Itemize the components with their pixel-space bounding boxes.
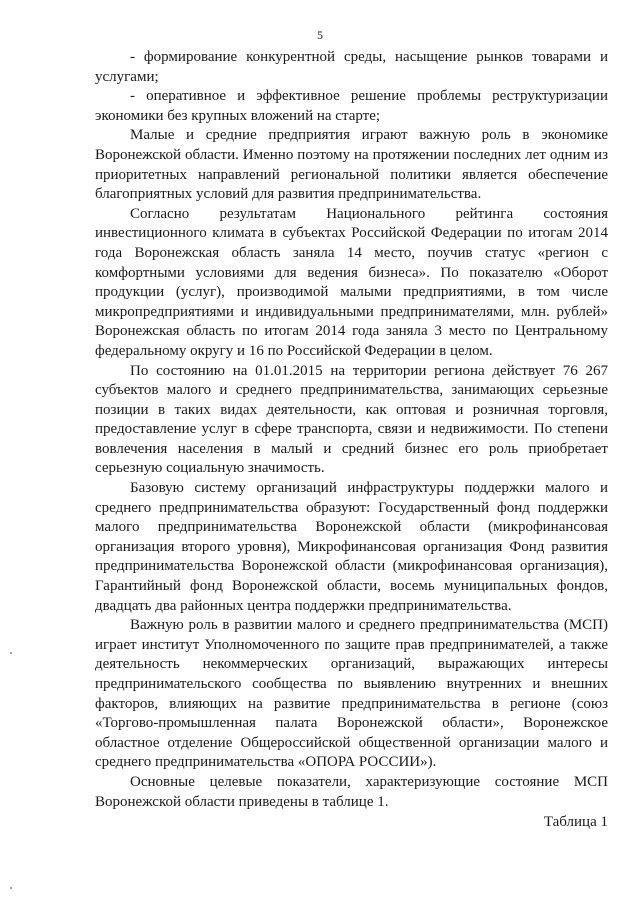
- scan-speck: [10, 652, 12, 654]
- paragraph-bullet-restructuring: - оперативное и эффективное решение проблемы реструктуризации экономики без крупных вложений на старте;: [95, 88, 608, 124]
- paragraph-sme-role: Малые и средние предприятия играют важную роль в экономике Воронежской области. Именно поэтому на протяжении последних лет одним из приоритетных направлений региональной политики является обеспечение благоприятных условий для развития предпринимательства.: [95, 127, 608, 203]
- page-number: 5: [317, 28, 323, 42]
- scan-speck: [10, 887, 12, 889]
- paragraph-indicators: Основные целевые показатели, характеризующие состояние МСП Воронежской области приведены в таблице 1.: [95, 773, 608, 810]
- paragraph-rating: Согласно результатам Национального рейтинга состояния инвестиционного климата в субъектах Российской Федерации по итогам 2014 года Воронежская область заняла 14 место, поучив статус «регион с комфортными условиями для ведения бизнеса». По показателю «Оборот продукции (услуг), производимой малыми предприятиями, в том числе микропредприятиями и индивидуальными предпринимателями, млн. рублей» Воронежская область по итогам 2014 года заняла 3 место по Центральному федеральному округу и 16 по Российской Федерации в целом.: [95, 205, 608, 359]
- table-caption: Таблица 1: [543, 814, 608, 830]
- document-body: [95, 48, 608, 812]
- paragraph-sme-count: По состоянию на 01.01.2015 на территории региона действует 76 267 субъектов малого и среднего предпринимательства, занимающих серьезные позиции в таких видах деятельности, как оптовая и розничная торговля, предоставление услуг в сфере транспорта, связи и недвижимости. По степени вовлечения населения в малый и средний бизнес его роль приобретает серьезную социальную значимость.: [95, 362, 608, 477]
- paragraph-infrastructure: Базовую систему организаций инфраструктуры поддержки малого и среднего предпринимательства образуют: Государственный фонд поддержки малого предпринимательства Воронежской области (микрофинансовая организация второго уровня), Микрофинансовая организация Фонд развития предпринимательства Воронежской области (микрофинансовая организация), Гарантийный фонд Воронежской области, восемь муниципальных фондов, двадцать два районных центра поддержки предпринимательства.: [95, 480, 608, 614]
- paragraph-bullet-competition: - формирование конкурентной среды, насыщение рынков товарами и услугами;: [95, 49, 608, 85]
- paragraph-ombudsman: Важную роль в развитии малого и среднего предпринимательства (МСП) играет институт Уполномоченного по защите прав предпринимателей, а также деятельность некоммерческих организаций, выражающих интересы предпринимательского сообщества по выявлению внутренних и внешних факторов, влияющих на развитие предпринимательства в регионе (союз «Торгово-промышленная палата Воронежской области», Воронежское областное отделение Общероссийской общественной организации малого и среднего предпринимательства «ОПОРА РОССИИ»).: [95, 617, 608, 771]
